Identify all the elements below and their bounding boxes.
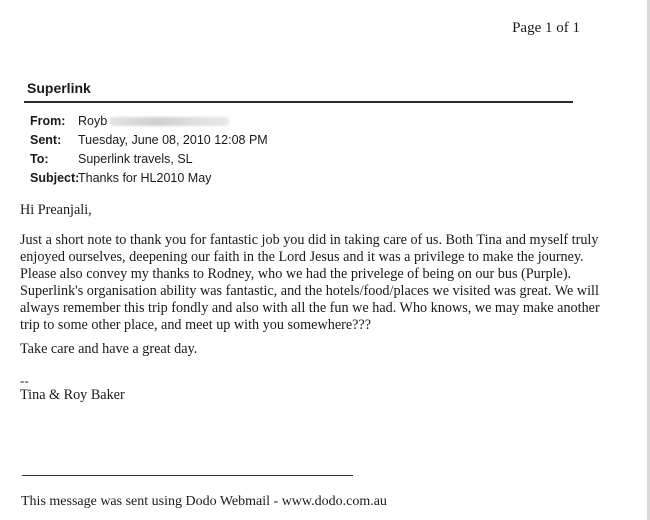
page-number: Page 1 of 1 bbox=[512, 20, 580, 36]
sent-value: Tuesday, June 08, 2010 12:08 PM bbox=[78, 133, 268, 147]
redacted-email bbox=[109, 117, 229, 126]
from-value bbox=[78, 114, 229, 128]
sent-label: Sent: bbox=[30, 133, 62, 147]
greeting: Hi Preanjali, bbox=[20, 202, 92, 218]
sender-title: Superlink bbox=[27, 80, 91, 96]
to-value: Superlink travels, SL bbox=[78, 152, 193, 166]
signature: Tina & Roy Baker bbox=[20, 387, 125, 403]
to-label: To: bbox=[30, 152, 49, 166]
from-label: From: bbox=[30, 114, 66, 128]
message-paragraph: Just a short note to thank you for fantastic job you did in taking care of us. Both Tina and myself truly enjoyed ourselves, deepening our faith in the Lord Jesus and it was a privilege to make the journey. Please also convey my thanks to Rodney, who we had the privelege of being on our bus (Purple). Superlink's organisation ability was fantastic, and the hotels/food/places we visited was great. We will always remember this trip fondly and also with all the fun we had. Who knows, we may make another trip to some other place, and meet up with you somewhere??? bbox=[20, 232, 600, 333]
subject-value: Thanks for HL2010 May bbox=[78, 171, 212, 185]
signature-separator: -- bbox=[20, 373, 29, 388]
title-divider bbox=[24, 101, 573, 103]
subject-label: Subject: bbox=[30, 171, 80, 185]
webmail-footer: This message was sent using Dodo Webmail - www.dodo.com.au bbox=[21, 494, 387, 509]
footer-divider bbox=[22, 475, 353, 476]
closing-line: Take care and have a great day. bbox=[20, 341, 198, 357]
from-name: Royb bbox=[78, 114, 108, 128]
